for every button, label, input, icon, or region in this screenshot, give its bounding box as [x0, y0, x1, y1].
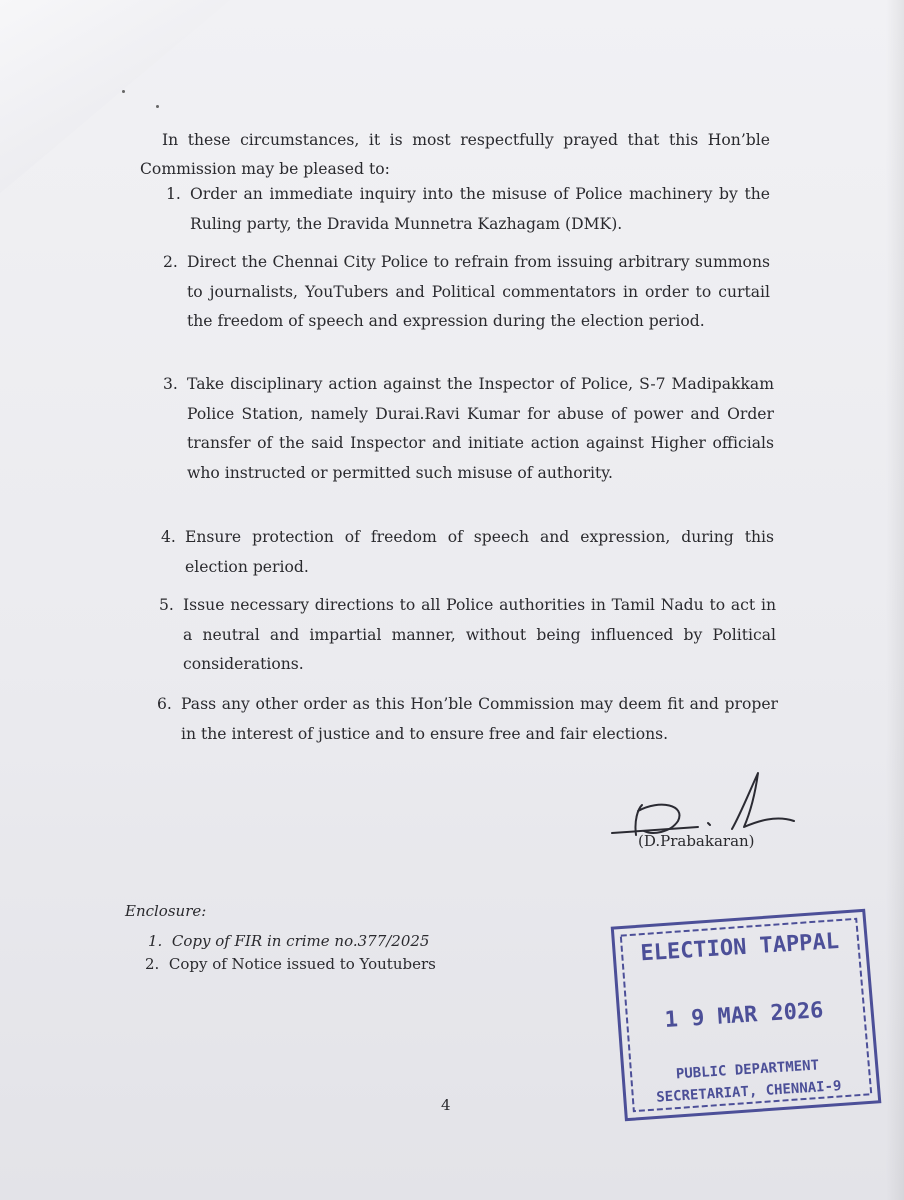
prayer-text: Pass any other order as this Hon’ble Commission may deem fit and proper in the interest of justice and to ensure free and fair elections. [181, 695, 778, 743]
stamp-date: 1 9 MAR 2026 [663, 998, 825, 1034]
enclosure-item-1 [148, 930, 429, 952]
page-edge-shadow [886, 0, 904, 1200]
enclosure-text: Copy of Notice issued to Youtubers [168, 955, 436, 973]
enclosure-heading: Enclosure: [125, 902, 207, 920]
prayer-number: 3. [163, 375, 178, 393]
intro-text: In these circumstances, it is most respectfully prayed that this Hon’ble Commission may be pleased to: [140, 131, 770, 178]
stamp-location: SECRETARIAT, CHENNAI-9 [655, 1078, 842, 1106]
page-number: 4 [441, 1096, 451, 1114]
prayer-item-3 [163, 370, 774, 488]
paper-speck [156, 105, 159, 108]
prayer-item-4 [161, 523, 774, 582]
enclosure-number: 1. [148, 932, 163, 950]
enclosure-item-2 [145, 953, 436, 975]
prayer-item-1 [166, 180, 770, 239]
prayer-text: Ensure protection of freedom of speech and expression, during this election period. [185, 528, 774, 576]
stamp-title: ELECTION TAPPAL [639, 928, 840, 967]
prayer-number: 5. [159, 596, 174, 614]
signatory-name: (D.Prabakaran) [638, 832, 755, 850]
election-tappal-stamp [606, 904, 884, 1125]
prayer-text: Direct the Chennai City Police to refrain from issuing arbitrary summons to journalists, YouTubers and Political commentators in order to curtail the freedom of speech and expression during the election period. [187, 253, 770, 330]
prayer-text: Issue necessary directions to all Police authorities in Tamil Nadu to act in a neutral and impartial manner, without being influenced by Political considerations. [183, 596, 776, 673]
prayer-item-2 [163, 248, 770, 337]
prayer-number: 1. [166, 185, 181, 203]
intro-paragraph [140, 126, 770, 184]
prayer-item-6 [157, 690, 778, 749]
prayer-item-5 [159, 591, 776, 680]
enclosure-text: Copy of FIR in crime no.377/2025 [171, 932, 430, 950]
stamp-department: PUBLIC DEPARTMENT [675, 1057, 820, 1083]
prayer-text: Order an immediate inquiry into the misuse of Police machinery by the Ruling party, the Dravida Munnetra Kazhagam (DMK). [190, 185, 770, 233]
prayer-text: Take disciplinary action against the Inspector of Police, S-7 Madipakkam Police Station, namely Durai.Ravi Kumar for abuse of power and Order transfer of the said Inspector and initiate action against Higher officials who instructed or permitted such misuse of authority. [187, 375, 774, 482]
paper-speck [122, 90, 125, 93]
prayer-number: 6. [157, 695, 172, 713]
prayer-number: 2. [163, 253, 178, 271]
prayer-number: 4. [161, 528, 176, 546]
enclosure-number: 2. [145, 955, 160, 973]
